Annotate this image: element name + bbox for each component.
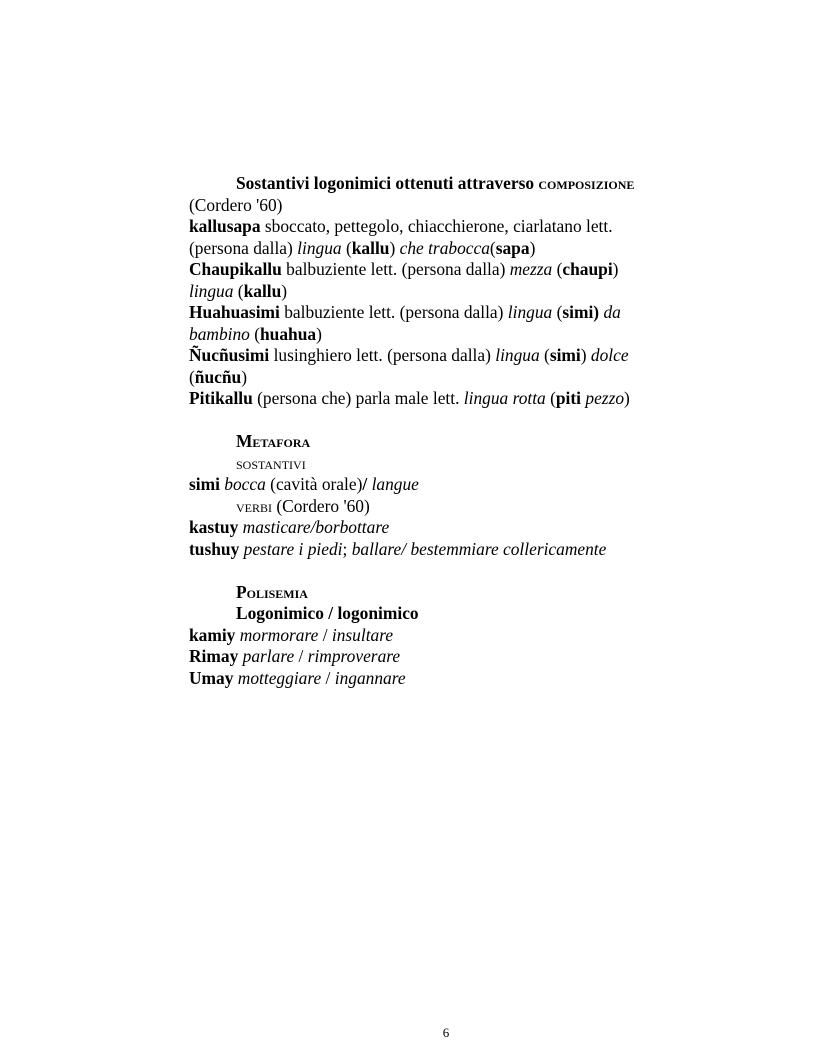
entry-term: Rimay xyxy=(189,646,239,666)
entry-term: kamiy xyxy=(189,624,236,645)
metaphor-nouns-subheading: sostantivi xyxy=(236,452,306,473)
composition-source: (Cordero '60) xyxy=(189,194,283,215)
entry-term: simi xyxy=(189,474,220,494)
composition-heading-smallcaps: composizione xyxy=(538,173,635,193)
entry-nucnusimi-line1: Ñucñusimi lusinghiero lett. (persona dalla) lingua (simi) dolce xyxy=(189,345,629,365)
entry-term: Umay xyxy=(189,667,234,688)
polysemy-entry: Umay motteggiare / ingannare xyxy=(189,667,406,688)
metaphor-verbs-subheading: verbi (Cordero '60) xyxy=(236,495,370,516)
entry-term: Huahuasimi xyxy=(189,302,280,322)
metaphor-verb-entry: tushuy pestare i piedi; ballare/ bestemmiare collericamente xyxy=(189,538,607,559)
entry-term: Pitikallu xyxy=(189,388,253,408)
entry-term: kastuy xyxy=(189,517,239,537)
page-number: 6 xyxy=(442,1025,450,1040)
document-body xyxy=(189,173,669,689)
entry-huahuasimi-line1: Huahuasimi balbuziente lett. (persona dalla) lingua (simi) da xyxy=(189,302,621,322)
entry-kallusapa-line1: kallusapa sboccato, pettegolo, chiacchierone, ciarlatano lett. xyxy=(189,216,613,236)
polysemy-subheading: Logonimico / logonimico xyxy=(236,603,419,623)
entry-chaupikallu-line2: lingua (kallu) xyxy=(189,280,288,301)
entry-term: kallusapa xyxy=(189,216,261,236)
entry-kallusapa-line2: (persona dalla) lingua (kallu) che trabocca(sapa) xyxy=(189,237,536,258)
entry-term: tushuy xyxy=(189,538,240,559)
entry-term: Chaupikallu xyxy=(189,259,282,279)
entry-pitikallu: Pitikallu (persona che) parla male lett. lingua rotta (piti pezzo) xyxy=(189,388,630,408)
metaphor-noun-entry: simi bocca (cavità orale)/ langue xyxy=(189,474,419,494)
entry-term: Ñucñusimi xyxy=(189,345,270,365)
entry-huahuasimi-line2: bambino (huahua) xyxy=(189,323,322,344)
section-spacer xyxy=(189,560,669,582)
entry-nucnusimi-line2: (ñucñu) xyxy=(189,366,247,387)
section-spacer xyxy=(189,410,669,432)
polysemy-entry: Rimay parlare / rimproverare xyxy=(189,646,401,666)
metaphor-heading: Metafora xyxy=(236,431,311,451)
metaphor-verb-entry: kastuy masticare/borbottare xyxy=(189,517,390,537)
polysemy-heading: Polisemia xyxy=(236,581,308,602)
entry-chaupikallu-line1: Chaupikallu balbuziente lett. (persona dalla) mezza (chaupi) xyxy=(189,259,619,279)
composition-heading: Sostantivi logonimici ottenuti attraverso composizione xyxy=(236,173,635,193)
polysemy-entry: kamiy mormorare / insultare xyxy=(189,624,394,645)
